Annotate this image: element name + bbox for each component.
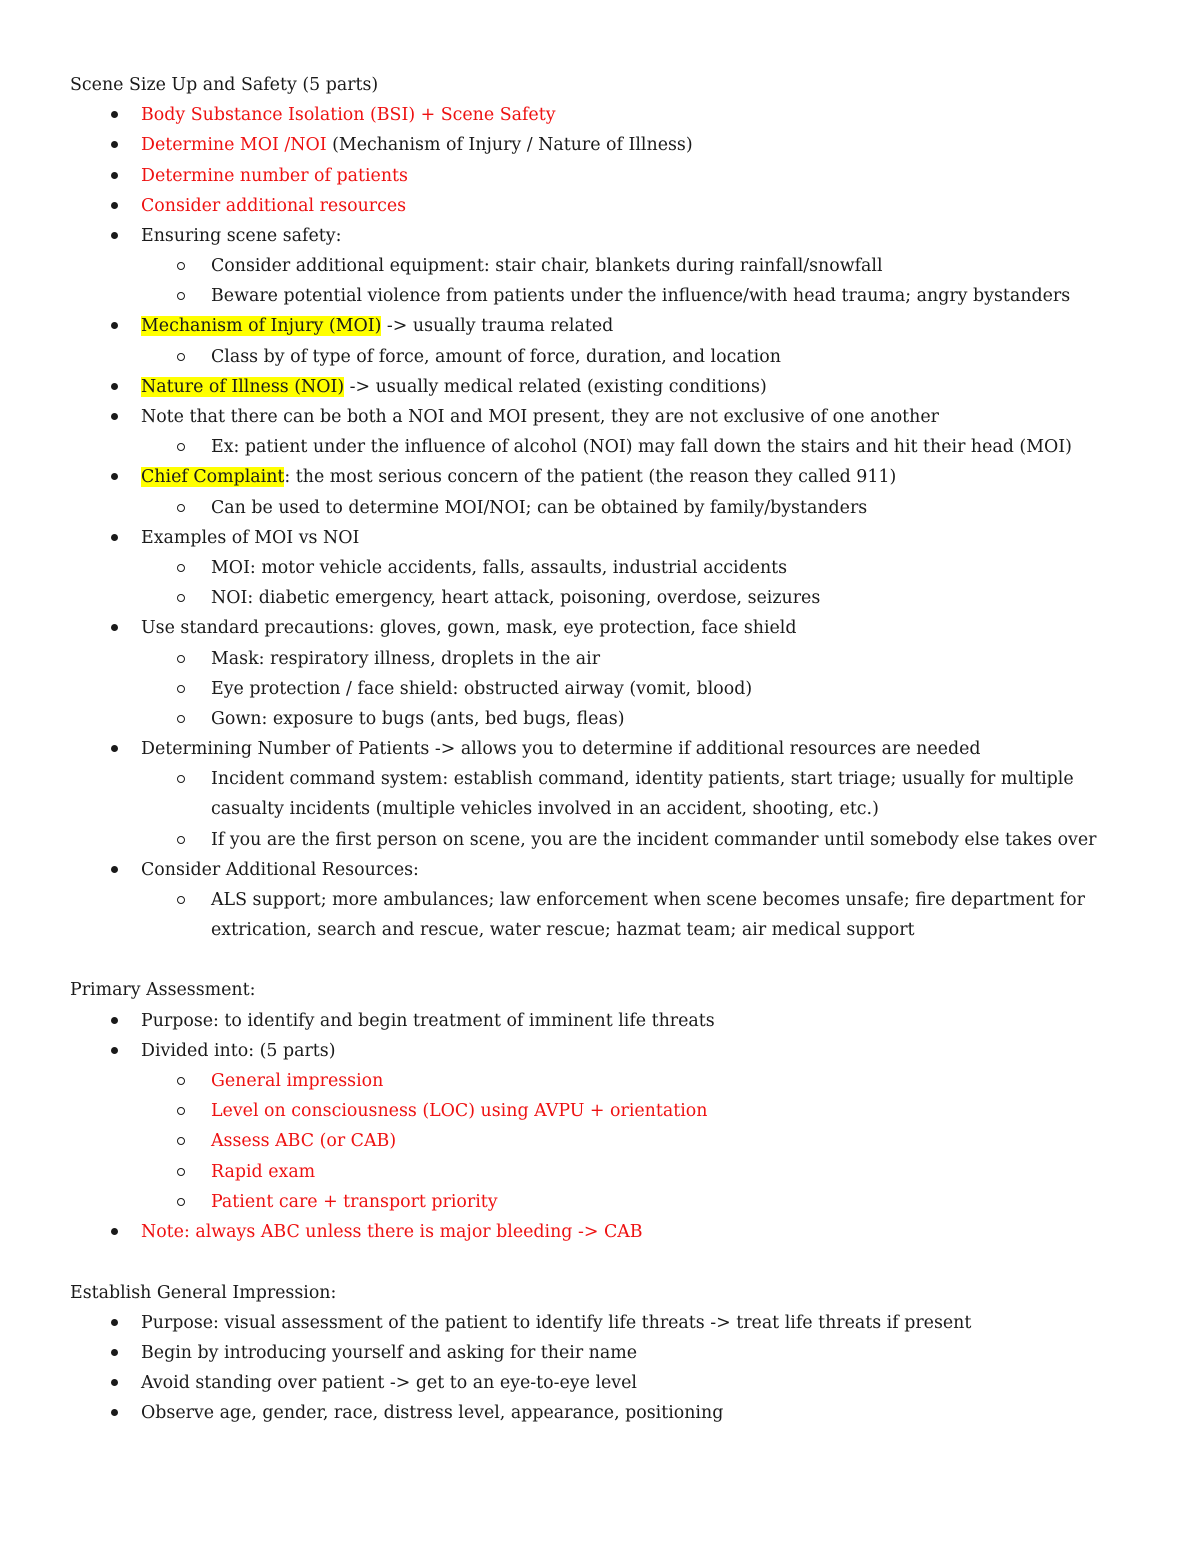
section-heading: Establish General Impression: <box>70 1283 337 1303</box>
sub-list-item: If you are the first person on scene, you are the incident commander until somebody else takes over <box>211 830 1097 850</box>
list-item: Use standard precautions: gloves, gown, mask, eye protection, face shield <box>141 618 797 638</box>
bullet-icon <box>111 111 118 118</box>
sub-list-item: MOI: motor vehicle accidents, falls, assaults, industrial accidents <box>211 558 788 578</box>
list-item: Divided into: (5 parts) <box>141 1041 336 1061</box>
bullet-icon <box>111 1017 118 1024</box>
sub-list-item: Gown: exposure to bugs (ants, bed bugs, fleas) <box>211 709 625 729</box>
sub-list-item-continuation: extrication, search and rescue, water rescue; hazmat team; air medical support <box>211 920 915 940</box>
list-item: Examples of MOI vs NOI <box>141 528 360 548</box>
sub-bullet-icon <box>177 1198 185 1206</box>
highlighted-term: Chief Complaint <box>141 467 285 487</box>
sub-list-item: Ex: patient under the influence of alcohol (NOI) may fall down the stairs and hit their head (MOI) <box>211 437 1072 457</box>
list-item <box>141 372 767 402</box>
list-item: Consider Additional Resources: <box>141 860 419 880</box>
sub-list-item: Class by of type of force, amount of force, duration, and location <box>211 347 781 367</box>
sub-list-item: Eye protection / face shield: obstructed airway (vomit, blood) <box>211 679 753 699</box>
list-item-emphasis: Determine MOI /NOI <box>141 135 327 155</box>
sub-list-item: Consider additional equipment: stair chair, blankets during rainfall/snowfall <box>211 256 883 276</box>
bullet-icon <box>111 202 118 209</box>
sub-bullet-icon <box>177 1107 185 1115</box>
list-item: Determining Number of Patients -> allows you to determine if additional resources are needed <box>141 739 981 759</box>
list-item: Purpose: visual assessment of the patient to identify life threats -> treat life threats if present <box>141 1313 972 1333</box>
list-item <box>141 311 613 341</box>
sub-list-item: General impression <box>211 1071 384 1091</box>
sub-list-item: Beware potential violence from patients under the influence/with head trauma; angry bystanders <box>211 286 1071 306</box>
list-item: Ensuring scene safety: <box>141 226 342 246</box>
sub-bullet-icon <box>177 443 185 451</box>
sub-bullet-icon <box>177 564 185 572</box>
list-item-text: -> usually medical related (existing conditions) <box>344 377 767 397</box>
bullet-icon <box>111 1319 118 1326</box>
bullet-icon <box>111 745 118 752</box>
section-heading: Primary Assessment: <box>70 980 256 1000</box>
bullet-icon <box>111 383 118 390</box>
list-item-text: : the most serious concern of the patient (the reason they called 911) <box>284 467 897 487</box>
sub-bullet-icon <box>177 715 185 723</box>
bullet-icon <box>111 1228 118 1235</box>
sub-bullet-icon <box>177 504 185 512</box>
sub-list-item-continuation: casualty incidents (multiple vehicles involved in an accident, shooting, etc.) <box>211 799 879 819</box>
sub-list-item: ALS support; more ambulances; law enforcement when scene becomes unsafe; fire department for <box>211 890 1085 910</box>
list-item <box>141 462 896 492</box>
sub-bullet-icon <box>177 836 185 844</box>
sub-bullet-icon <box>177 655 185 663</box>
highlighted-term: Mechanism of Injury (MOI) <box>141 316 382 336</box>
sub-list-item: Can be used to determine MOI/NOI; can be obtained by family/bystanders <box>211 498 868 518</box>
sub-list-item: Assess ABC (or CAB) <box>211 1131 397 1151</box>
sub-list-item: Mask: respiratory illness, droplets in the air <box>211 649 601 669</box>
sub-bullet-icon <box>177 685 185 693</box>
sub-list-item: NOI: diabetic emergency, heart attack, poisoning, overdose, seizures <box>211 588 821 608</box>
bullet-icon <box>111 413 118 420</box>
list-item: Body Substance Isolation (BSI) + Scene Safety <box>141 105 556 125</box>
list-item: Avoid standing over patient -> get to an eye-to-eye level <box>141 1373 637 1393</box>
bullet-icon <box>111 866 118 873</box>
sub-list-item: Patient care + transport priority <box>211 1192 498 1212</box>
sub-bullet-icon <box>177 594 185 602</box>
bullet-icon <box>111 1409 118 1416</box>
sub-bullet-icon <box>177 1137 185 1145</box>
bullet-icon <box>111 172 118 179</box>
bullet-icon <box>111 624 118 631</box>
bullet-icon <box>111 534 118 541</box>
bullet-icon <box>111 1379 118 1386</box>
sub-bullet-icon <box>177 292 185 300</box>
sub-bullet-icon <box>177 353 185 361</box>
bullet-icon <box>111 1349 118 1356</box>
list-item-text: -> usually trauma related <box>381 316 614 336</box>
list-item <box>141 130 693 160</box>
sub-bullet-icon <box>177 896 185 904</box>
sub-bullet-icon <box>177 775 185 783</box>
bullet-icon <box>111 141 118 148</box>
list-item-text: (Mechanism of Injury / Nature of Illness) <box>326 135 693 155</box>
sub-bullet-icon <box>177 1077 185 1085</box>
list-item: Purpose: to identify and begin treatment of imminent life threats <box>141 1011 715 1031</box>
list-item: Note: always ABC unless there is major bleeding -> CAB <box>141 1222 643 1242</box>
sub-list-item: Level on consciousness (LOC) using AVPU + orientation <box>211 1101 708 1121</box>
bullet-icon <box>111 1047 118 1054</box>
list-item: Consider additional resources <box>141 196 407 216</box>
bullet-icon <box>111 232 118 239</box>
list-item: Observe age, gender, race, distress level, appearance, positioning <box>141 1403 724 1423</box>
sub-bullet-icon <box>177 1168 185 1176</box>
sub-list-item: Rapid exam <box>211 1162 316 1182</box>
sub-bullet-icon <box>177 262 185 270</box>
list-item: Begin by introducing yourself and asking for their name <box>141 1343 638 1363</box>
bullet-icon <box>111 473 118 480</box>
bullet-icon <box>111 322 118 329</box>
highlighted-term: Nature of Illness (NOI) <box>141 377 345 397</box>
sub-list-item: Incident command system: establish command, identity patients, start triage; usually for multiple <box>211 769 1074 789</box>
section-heading: Scene Size Up and Safety (5 parts) <box>70 75 379 95</box>
list-item: Note that there can be both a NOI and MOI present, they are not exclusive of one another <box>141 407 939 427</box>
list-item: Determine number of patients <box>141 166 408 186</box>
